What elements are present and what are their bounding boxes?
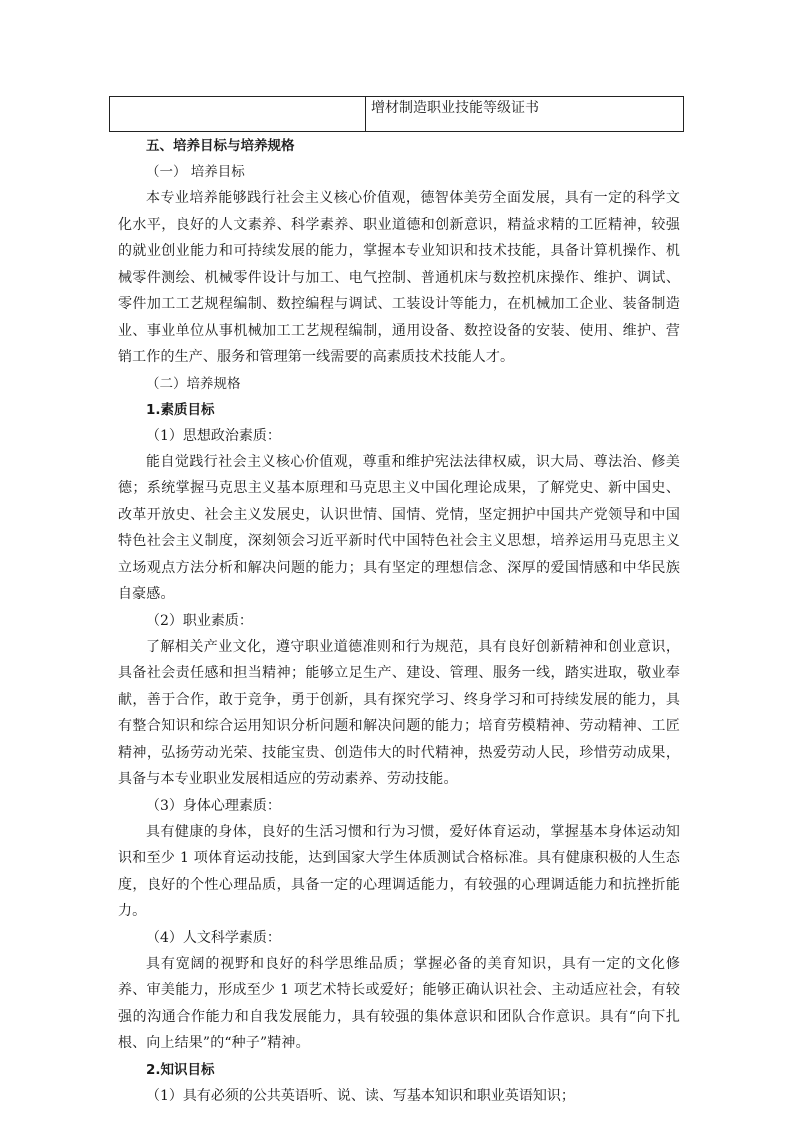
table-cell-certificate: 增材制造职业技能等级证书 (371, 100, 539, 116)
subsection-heading-spec: （二）培养规格 (146, 375, 241, 392)
section-heading: 五、培养目标与培养规格 (146, 138, 295, 154)
goal-paragraph: 本专业培养能够践行社会主义核心价值观，德智体美劳全面发展，具有一定的科学文化水平，良好的人文素养、科学素养、职业道德和创新意识，精益求精的工匠精神，较强的就业创业能力和可持续发展的能力，掌握本专业知识和技术技能，具备计算机操作、机械零件测绘、机械零件设计与加工、电气控制、普通机床与数控机床操作、维护、调试、零件加工工艺规程编制、数控编程与调试、工装设计等能力，在机械加工企业、装备制造业、事业单位从事机械加工工艺规程编制，通用设备、数控设备的安装、使用、维护、营销工作的生产、服务和管理第一线需要的高素质技术技能人才。 (118, 190, 680, 365)
subsection-heading-goal: （一） 培养目标 (146, 164, 245, 180)
document-body (118, 133, 680, 1109)
item-label-humanities: （4）人文科学素质： (146, 929, 281, 946)
item-text-professional: 了解相关产业文化，遵守职业道德准则和行为规范，具有良好创新精神和创业意识，具备社会责任感和担当精神；能够立足生产、建设、管理、服务一线，踏实进取，敬业奉献，善于合作，敢于竞争，勇于创新，具有探究学习、终身学习和可持续发展的能力，具有整合知识和综合运用知识分析问题和解决问题的能力；培育劳模精神、劳动精神、工匠精神，弘扬劳动光荣、技能宝贵、创造伟大的时代精神，热爱劳动人民，珍惜劳动成果，具备与本专业职业发展相适应的劳动素养、劳动技能。 (118, 638, 680, 787)
item-label-physical: （3）身体心理素质： (146, 797, 281, 814)
item-label-professional: （2）职业素质： (146, 612, 253, 629)
item-text-physical: 具有健康的身体，良好的生活习惯和行为习惯，爱好体育运动，掌握基本身体运动知识和至少 1 项体育运动技能，达到国家大学生体质测试合格标准。具有健康积极的人生态度，良好的个性心理品质，具备一定的心理调适能力，有较强的心理调适能力和抗挫折能力。 (118, 823, 680, 919)
item-text-political: 能自觉践行社会主义核心价值观，尊重和维护宪法法律权威，识大局、尊法治、修美德；系统掌握马克思主义基本原理和马克思主义中国化理论成果，了解党史、新中国史、改革开放史、社会主义发展史，认识世情、国情、党情，坚定拥护中国共产党领导和中国特色社会主义制度，深刻领会习近平新时代中国特色社会主义思想，培养运用马克思主义立场观点方法分析和解决问题的能力；具有坚定的理想信念、深厚的爱国情感和中华民族自豪感。 (118, 453, 680, 602)
certificate-table-row (109, 96, 684, 132)
table-cell-empty (110, 97, 366, 131)
item-text-humanities: 具有宽阔的视野和良好的科学思维品质；掌握必备的美育知识，具有一定的文化修养、审美能力，形成至少 1 项艺术特长或爱好；能够正确认识社会、主动适应社会，有较强的沟通合作能力和自我发展能力，具有较强的集体意识和团队合作意识。具有“向下扎根、向上结果”的“种子”精神。 (118, 955, 680, 1051)
quality-goal-heading: 1.素质目标 (146, 401, 215, 418)
item-label-political: （1）思想政治素质： (146, 427, 281, 444)
knowledge-goal-heading: 2.知识目标 (146, 1061, 215, 1078)
knowledge-item: （1）具有必须的公共英语听、说、读、写基本知识和职业英语知识； (146, 1087, 575, 1104)
